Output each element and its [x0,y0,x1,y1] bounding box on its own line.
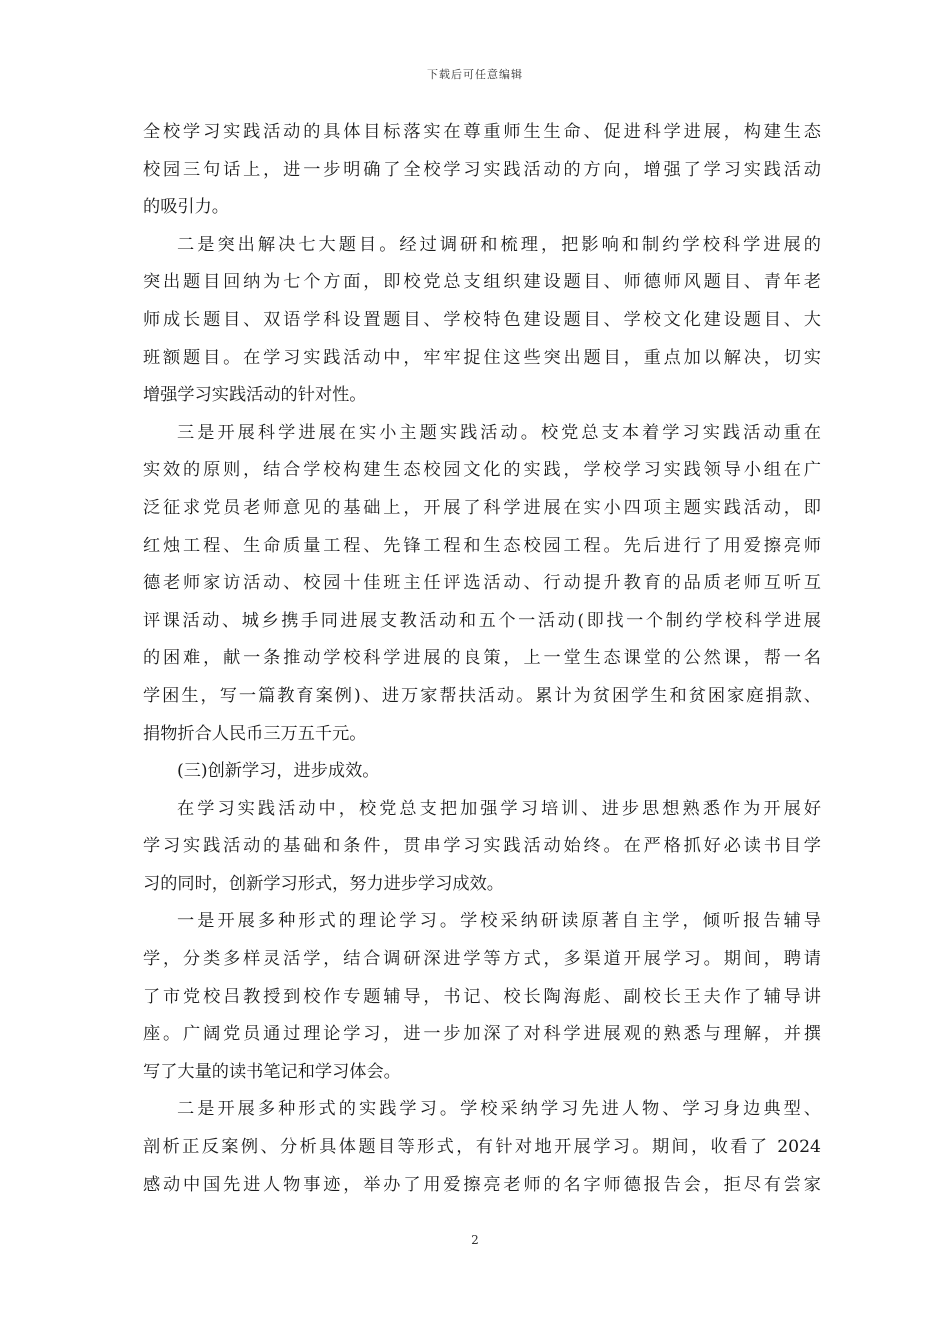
text-line: 二是突出解决七大题目。经过调研和梳理，把影响和制约学校科学进展的 [177,234,821,255]
text-line: 了市党校吕教授到校作专题辅导，书记、校长陶海彪、副校长王夫作了辅导讲 [143,986,821,1007]
text-line: 的困难，献一条推动学校科学进展的良策，上一堂生态课堂的公然课，帮一名 [143,648,821,669]
text-line: 在学习实践活动中，校党总支把加强学习培训、进步思想熟悉作为开展好 [177,798,821,819]
text-line: 三是开展科学进展在实小主题实践活动。校党总支本着学习实践活动重在 [177,422,821,443]
text-line: 突出题目回纳为七个方面，即校党总支组织建设题目、师德师风题目、青年老 [143,272,821,293]
text-line: 学，分类多样灵活学，结合调研深进学等方式，多渠道开展学习。期间，聘请 [143,949,821,970]
text-line: 德老师家访活动、校园十佳班主任评选活动、行动提升教育的品质老师互听互 [143,573,821,594]
text-line: 校园三句话上，进一步明确了全校学习实践活动的方向，增强了学习实践活动 [143,159,821,180]
text-line: 剖析正反案例、分析具体题目等形式，有针对地开展学习。期间，收看了 2024 [143,1137,821,1158]
text-line: 学习实践活动的基础和条件，贯串学习实践活动始终。在严格抓好必读书目学 [143,836,821,857]
text-line: 习的同时，创新学习形式，努力进步学习成效。 [143,873,504,894]
text-line: 捐物折合人民币三万五千元。 [143,723,367,744]
text-line: 泛征求党员老师意见的基础上，开展了科学进展在实小四项主题实践活动，即 [143,497,821,518]
text-line: 二是开展多种形式的实践学习。学校采纳学习先进人物、学习身边典型、 [177,1099,821,1120]
text-line: 感动中国先进人物事迹，举办了用爱擦亮老师的名字师德报告会，拒尽有尝家 [143,1174,821,1195]
text-line: 实效的原则，结合学校构建生态校园文化的实践，学校学习实践领导小组在广 [143,460,821,481]
text-line: 红烛工程、生命质量工程、先锋工程和生态校园工程。先后进行了用爱擦亮师 [143,535,821,556]
document-body [143,114,821,1204]
text-line: 增强学习实践活动的针对性。 [143,385,367,406]
text-line: 全校学习实践活动的具体目标落实在尊重师生生命、促进科学进展，构建生态 [143,122,821,142]
text-line: (三)创新学习，进步成效。 [177,761,380,782]
text-line: 班额题目。在学习实践活动中，牢牢捉住这些突出题目，重点加以解决，切实 [143,347,821,368]
text-line: 座。广阔党员通过理论学习，进一步加深了对科学进展观的熟悉与理解，并撰 [143,1024,821,1045]
text-line: 师成长题目、双语学科设置题目、学校特色建设题目、学校文化建设题目、大 [143,309,821,330]
text-line: 评课活动、城乡携手同进展支教活动和五个一活动(即找一个制约学校科学进展 [143,610,821,631]
text-line: 写了大量的读书笔记和学习体会。 [143,1061,401,1082]
page-number: 2 [471,1233,479,1247]
page-header: 下载后可任意编辑 [427,68,523,81]
text-line: 的吸引力。 [143,197,229,218]
text-line: 一是开展多种形式的理论学习。学校采纳研读原著自主学，倾听报告辅导 [177,911,821,932]
text-line: 学困生，写一篇教育案例)、进万家帮扶活动。累计为贫困学生和贫困家庭捐款、 [143,685,821,706]
